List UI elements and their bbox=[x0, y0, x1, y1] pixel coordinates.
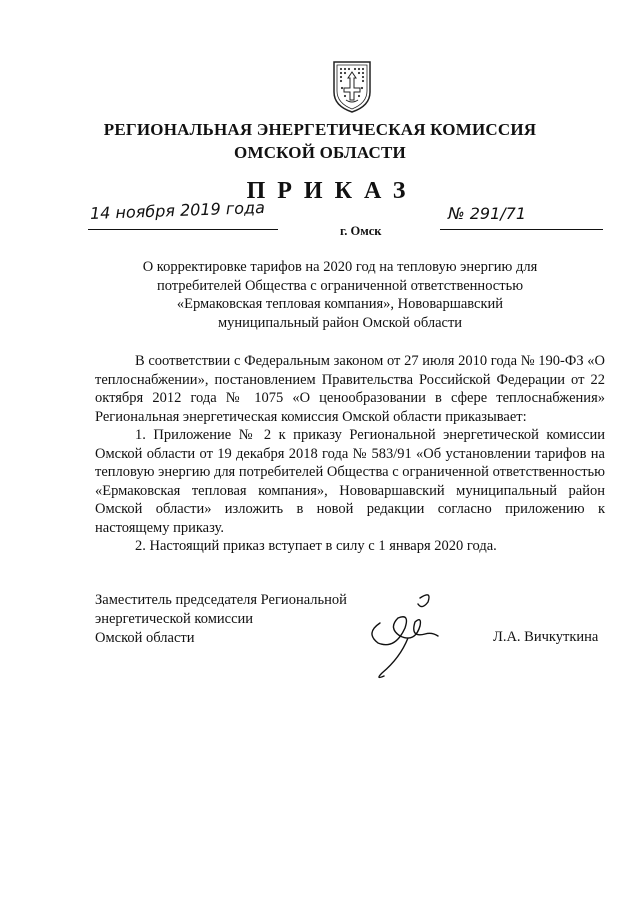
date-underline bbox=[88, 229, 278, 230]
subject-line: муниципальный район Омской области bbox=[217, 314, 463, 331]
body-paragraph: В соответствии с Федеральным законом от 27 июля 2010 года № 190-ФЗ «О теплоснабжении», постановлением Правительства Российской Федерации от 22 октября 2012 года № 1075 «О ценообразовании в сфере теплоснабжения» Региональная энергетическая комиссия Омской области приказывает: bbox=[95, 353, 605, 425]
order-body bbox=[95, 352, 605, 556]
handwritten-order-number: № 291/71 bbox=[448, 204, 527, 223]
order-subject bbox=[110, 258, 570, 332]
coat-of-arms-icon bbox=[330, 58, 374, 114]
subject-line: О корректировке тарифов на 2020 год на тепловую энергию для bbox=[142, 259, 538, 275]
city-label: г. Омск bbox=[340, 224, 382, 238]
organization-name-line2: ОМСКОЙ ОБЛАСТИ bbox=[234, 143, 406, 162]
body-paragraph: 1. Приложение № 2 к приказу Региональной энергетической комиссии Омской области от 19 декабря 2018 года № 583/91 «Об установлении тарифов на тепловую энергию для потребителей Общества с ограниченной ответственностью «Ермаковская тепловая компания», Нововаршавский муниципальный район Омской области» изложить в новой редакции согласно приложению к настоящему приказу. bbox=[95, 427, 605, 536]
position-line: Омской области bbox=[95, 630, 195, 646]
signer-name: Л.А. Вичкуткина bbox=[493, 629, 599, 645]
subject-line: потребителей Общества с ограниченной ответственностью bbox=[156, 277, 524, 294]
organization-name-line1: РЕГИОНАЛЬНАЯ ЭНЕРГЕТИЧЕСКАЯ КОМИССИЯ bbox=[103, 120, 537, 139]
handwritten-date: 14 ноября 2019 года bbox=[89, 197, 266, 223]
document-title: ПРИКАЗ bbox=[246, 178, 418, 204]
number-underline bbox=[440, 229, 603, 230]
position-line: Заместитель председателя Региональной bbox=[95, 592, 347, 608]
position-line: энергетической комиссии bbox=[95, 611, 254, 627]
handwritten-signature bbox=[360, 588, 470, 688]
subject-line: «Ермаковская тепловая компания», Нововаршавский bbox=[176, 296, 504, 312]
body-paragraph: 2. Настоящий приказ вступает в силу с 1 января 2020 года. bbox=[135, 538, 497, 554]
